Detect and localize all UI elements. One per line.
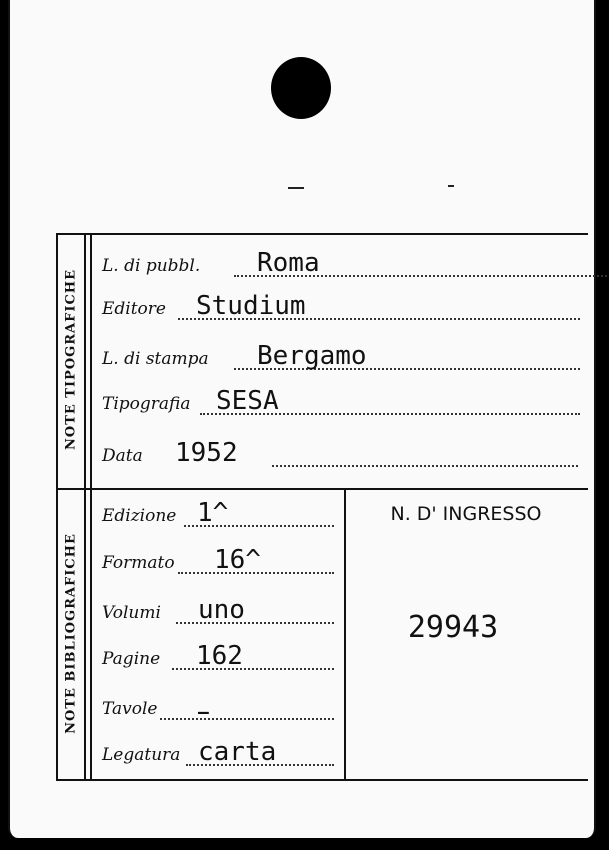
field-tavole	[102, 693, 338, 723]
field-value: 1^	[197, 498, 229, 528]
field-label: Legatura	[102, 745, 181, 765]
field-label: Volumi	[102, 603, 161, 623]
punch-hole	[271, 57, 331, 119]
note-bibliografiche-heading: NOTE BIBLIOGRAFICHE	[63, 533, 79, 734]
field-value: Bergamo	[257, 341, 367, 371]
field-editore	[102, 293, 582, 323]
field-label: Tipografia	[102, 394, 191, 414]
divider-vertical	[90, 235, 92, 779]
ingresso-number: 29943	[407, 610, 499, 645]
field-luogo-pubblicazione	[102, 250, 582, 280]
field-label: Data	[102, 446, 143, 466]
field-label: L. di stampa	[102, 349, 209, 369]
field-formato	[102, 547, 338, 577]
note-tipografiche-heading: NOTE TIPOGRAFICHE	[63, 269, 79, 451]
field-volumi	[102, 597, 338, 627]
field-label: L. di pubbl.	[102, 256, 201, 276]
scratch-mark	[288, 187, 304, 189]
field-data	[102, 440, 582, 470]
dotted-line	[272, 465, 578, 467]
field-edizione	[102, 500, 338, 530]
field-value: SESA	[216, 386, 279, 416]
field-tipografia	[102, 388, 582, 418]
field-luogo-stampa	[102, 343, 582, 373]
field-value: 1952	[175, 438, 238, 468]
dotted-line	[160, 718, 334, 720]
field-value: Studium	[196, 291, 306, 321]
field-value: –	[198, 702, 209, 723]
field-pagine	[102, 643, 338, 673]
divider-vertical	[84, 235, 86, 779]
field-value: Roma	[257, 248, 320, 278]
field-label: Edizione	[102, 506, 177, 526]
field-label: Formato	[102, 553, 175, 573]
field-value: carta	[198, 737, 277, 767]
field-value: uno	[198, 595, 245, 625]
field-value: 16^	[214, 545, 261, 575]
ingresso-title: N. D' INGRESSO	[390, 503, 542, 525]
field-label: Editore	[102, 299, 166, 319]
scratch-mark	[448, 185, 454, 187]
field-value: 162	[196, 641, 243, 671]
field-legatura	[102, 739, 338, 769]
section-divider	[58, 488, 588, 490]
field-label: Tavole	[102, 699, 158, 719]
field-label: Pagine	[102, 649, 161, 669]
